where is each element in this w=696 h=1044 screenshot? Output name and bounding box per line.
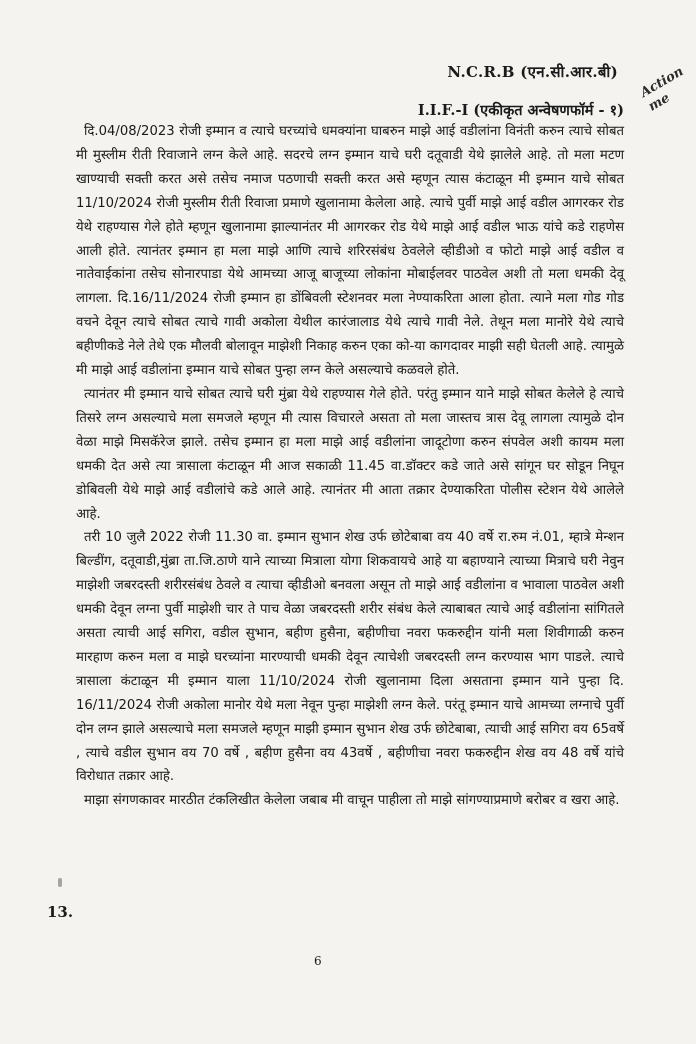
paragraph-4: माझा संगणकावर मारठीत टंकलिखीत केलेला जबाब मी वाचून पाहीला तो माझे सांगण्याप्रमाणे बरोबर व खरा आहे. <box>84 793 620 809</box>
ncrb-header: N.C.R.B (एन.सी.आर.बी) <box>447 63 618 81</box>
paragraph-3: तरी 10 जुलै 2022 रोजी 11.30 वा. इम्मान सुभान शेख उर्फ छोटेबाबा वय 40 वर्षे रा.रुम नं.01, म्हात्रे मेन्शन बिल्डींग, दतूवाडी,मुंब्रा ता.जि.ठाणे याने त्याच्या मित्राला योगा शिकवायचे आहे या बहाण्याने त्याच्या मित्राचे घरी नेवुन माझेशी जबरदस्ती शरीरसंबंध ठेवले व त्याचा व्हीडीओ बनवला असून तो माझे आई वडीलांना व भावाला पाठवेल अशी धमकी देवून लग्ना पुर्वी माझेशी चार ते पाच वेळा जबरदस्ती शरीर संबंध केले त्याबाबत त्याचे आई वडीलांना सांगितले असता त्याची आई सगिरा, वडील सुभान, बहीण हुसैना, बहीणीचा नवरा फकरुद्दीन यांनी मला शिवीगाळी करुन मारहाण करुन मला व माझे घरच्यांना मारण्याची धमकी देवून त्याचेशी जबरदस्ती लग्न करण्यास भाग पाडले. त्याचे त्रासाला कंटाळून मी इम्मान याला 11/10/2024 रोजी खुलानामा दिला असताना इम्मान याने पुन्हा दि. 16/11/2024 रोजी अकोला मानोर येथे मला नेवून पुन्हा माझेशी लग्न केले. परंतू इम्मान याचे आमच्या लग्नाचे पुर्वी दोन लग्न झाले असल्याचे मला समजले म्हणून माझी इम्मान सुभान शेख उर्फ छोटेबाबा, त्याची आई सगिरा वय 65वर्षे , त्याचे वडील सुभान वय 70 वर्षे , बहीण हुसैना वय 43वर्षे , बहीणीचा नवरा फकरुद्दीन शेख वय 48 वर्षे यांचे विरोधात तक्रार आहे. <box>76 530 624 785</box>
form-title: I.I.F.-I (एकीकृत अन्वेषणफॉर्म - १) <box>417 102 624 119</box>
statement-body <box>76 120 624 813</box>
margin-stamp: Action me <box>637 64 687 115</box>
paragraph-1: दि.04/08/2023 रोजी इम्मान व त्याचे घरच्यांचे धमक्यांना घाबरुन माझे आई वडीलांना विनंती करुन त्याचे सोबत मी मुस्लीम रीती रिवाजाने लग्न केले आहे. सदरचे लग्न इम्मान याचे घरी दतूवाडी येथे झालेले आहे. तो मला मटण खाण्याची सक्ती करत असे तसेच नमाज पठणाची सक्ती करत असे म्हणून त्यास कंटाळून मी इम्मान याचे सोबत 11/10/2024 रोजी मुस्लीम रीती रिवाजा प्रमाणे खुलानामा केलेला आहे. त्याचे पुर्वी माझे आई वडील आगरकर रोड येथे राहण्यास गेले होते म्हणून खुलानामा झाल्यानंतर मी आगरकर रोड येथे माझे आई वडील भाऊ यांचे कडे राहणेस आली होते. त्यानंतर इम्मान हा मला माझे आणि त्याचे शरिरसंबंध ठेवलेले व्हीडीओ व फोटो माझे आई वडील व नातेवाईकांना तसेच सोनारपाडा येथे आमच्या आजू बाजूच्या लोकांना मोबाईलवर पाठवेल अशी तो मला धमकी देवू लागला. दि.16/11/2024 रोजी इम्मान हा डोंबिवली स्टेशनवर मला नेण्याकरिता आला होता. त्याने मला गोड गोड वचने देवून त्याचे सोबत त्याचे गावी अकोला येथील कारंजालाड येथे त्याचे गावी नेले. तेथून मला मानोरे येथे त्याचे बहीणीकडे नेले तेथे एक मौलवी बोलावून माझेशी निकाह करुन एका को-या कागदावर माझी सही घेतली आहे. त्यामुळे मी माझे आई वडीलांना इम्मान याचे सोबत पुन्हा लग्न केले असल्याचे कळवले होते. <box>76 124 624 379</box>
paragraph-2: त्यानंतर मी इम्मान याचे सोबत त्याचे घरी मुंब्रा येथे राहण्यास गेले होते. परंतु इम्मान याने माझे सोबत केलेले हे त्याचे तिसरे लग्न असल्याचे मला समजले म्हणून मी त्यास विचारले असता तो मला जास्तच त्रास देवू लागला त्यामुळे दोन वेळा माझे मिसकॅरेज झाले. तसेच इम्मान हा मला माझे आई वडीलांना जादूटोणा करुन संपवेल अशी कायम मला धमकी देत असे त्या त्रासाला कंटाळून मी आज सकाळी 11.45 वा.डॉक्टर कडे जाते असे सांगून घर सोडून निघून डोबिवली येथे माझे आई वडीलांचे कडे आले आहे. त्यानंतर मी आता तक्रार देण्याकरिता पोलीस स्टेशन येथे आलेले आहे. <box>76 386 624 522</box>
ink-smudge <box>58 878 62 887</box>
section-number: 13. <box>47 903 74 921</box>
page-number: 6 <box>314 954 322 968</box>
